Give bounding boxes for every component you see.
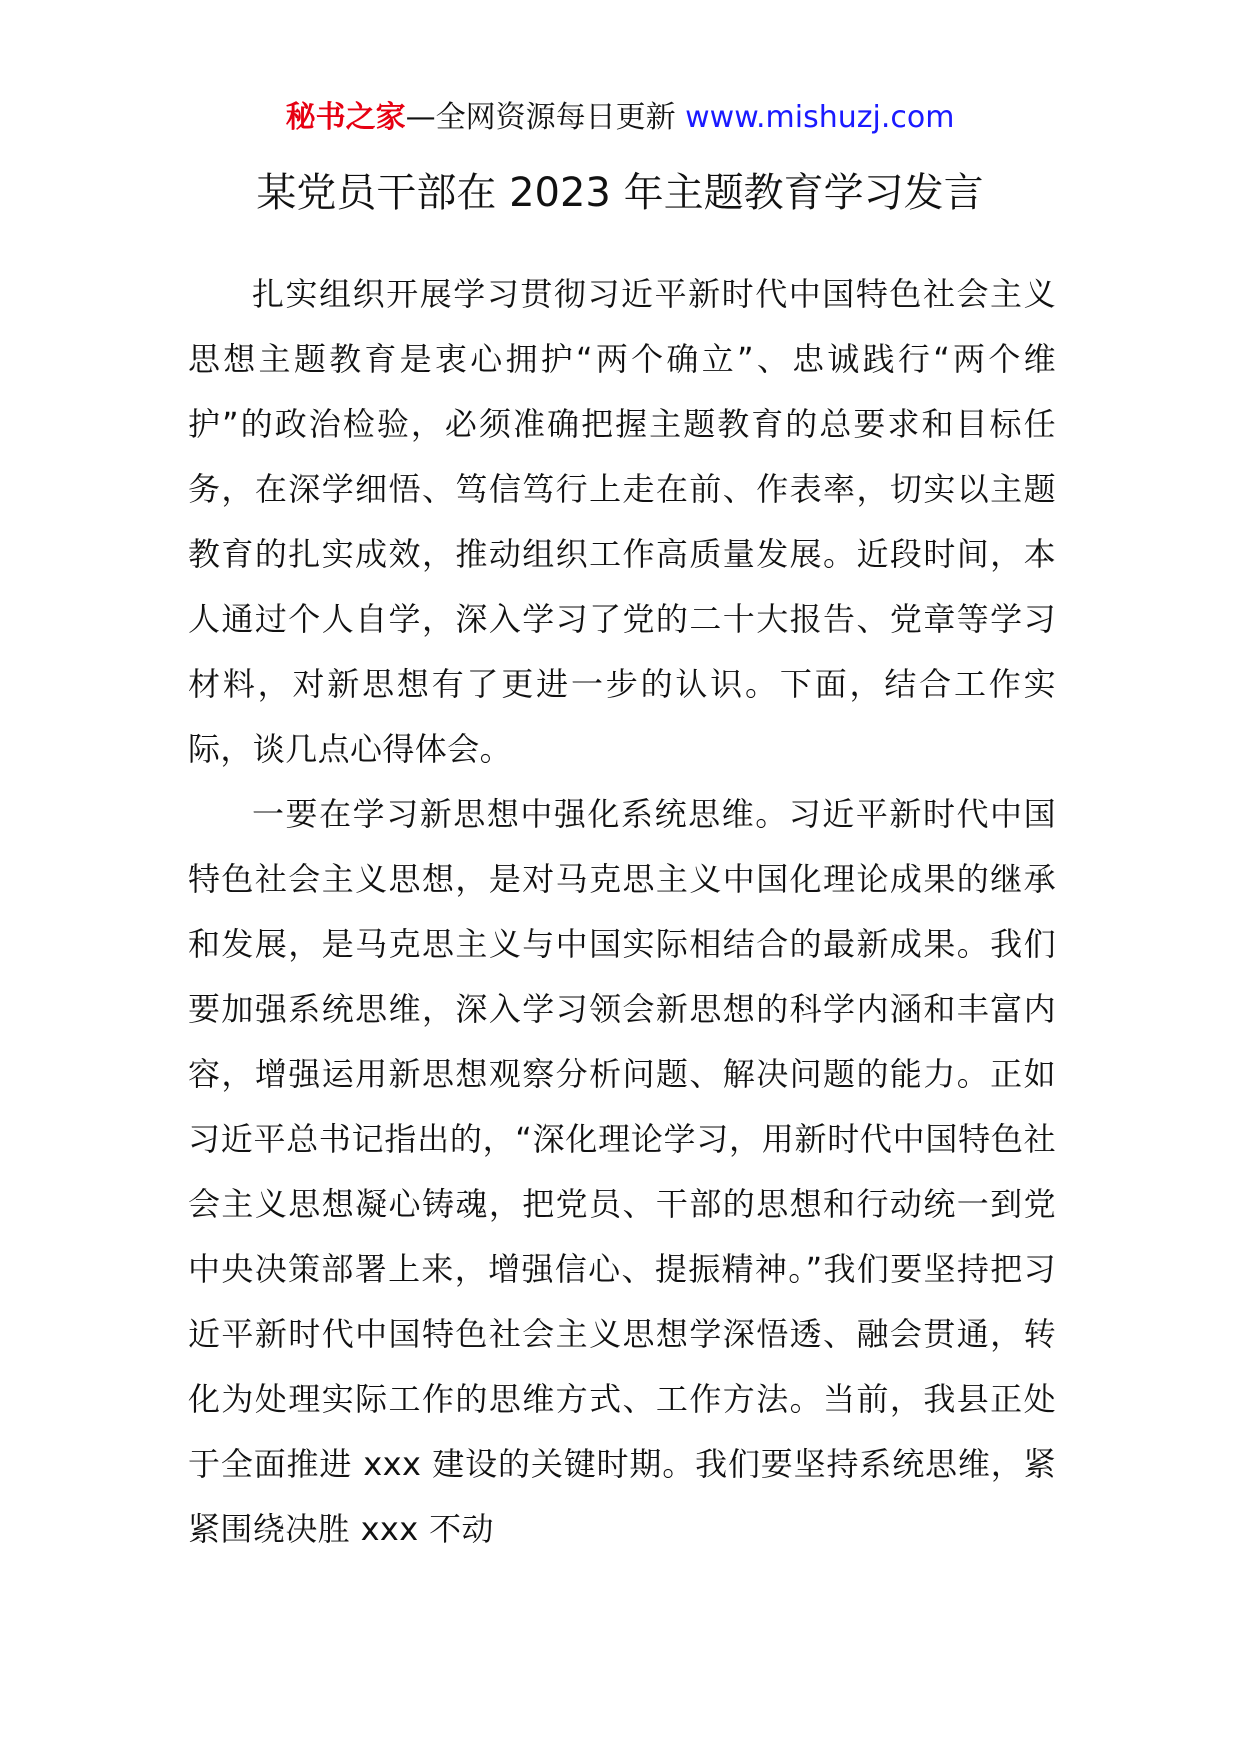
site-url-link[interactable]: www.mishuzj.com <box>685 100 955 135</box>
document-body <box>188 262 1056 1562</box>
site-brand: 秘书之家 <box>285 100 406 135</box>
paragraph-point-one: 一要在学习新思想中强化系统思维。习近平新时代中国特色社会主义思想，是对马克思主义中国化理论成果的继承和发展，是马克思主义与中国实际相结合的最新成果。我们要加强系统思维，深入学习领会新思想的科学内涵和丰富内容，增强运用新思想观察分析问题、解决问题的能力。正如习近平总书记指出的，“深化理论学习，用新时代中国特色社会主义思想凝心铸魂，把党员、干部的思想和行动统一到党中央决策部署上来，增强信心、提振精神。”我们要坚持把习近平新时代中国特色社会主义思想学深悟透、融会贯通，转化为处理实际工作的思维方式、工作方法。当前，我县正处于全面推进 xxx 建设的关键时期。我们要坚持系统思维，紧紧围绕决胜 xxx 不动 <box>188 795 1056 1548</box>
site-header <box>0 98 1240 138</box>
document-title: 某党员干部在 2023 年主题教育学习发言 <box>256 170 984 216</box>
site-tagline: —全网资源每日更新 <box>405 100 686 135</box>
paragraph-intro: 扎实组织开展学习贯彻习近平新时代中国特色社会主义思想主题教育是衷心拥护“两个确立”、忠诚践行“两个维护”的政治检验，必须准确把握主题教育的总要求和目标任务，在深学细悟、笃信笃行上走在前、作表率，切实以主题教育的扎实成效，推动组织工作高质量发展。近段时间，本人通过个人自学，深入学习了党的二十大报告、党章等学习材料，对新思想有了更进一步的认识。下面，结合工作实际，谈几点心得体会。 <box>188 275 1056 768</box>
